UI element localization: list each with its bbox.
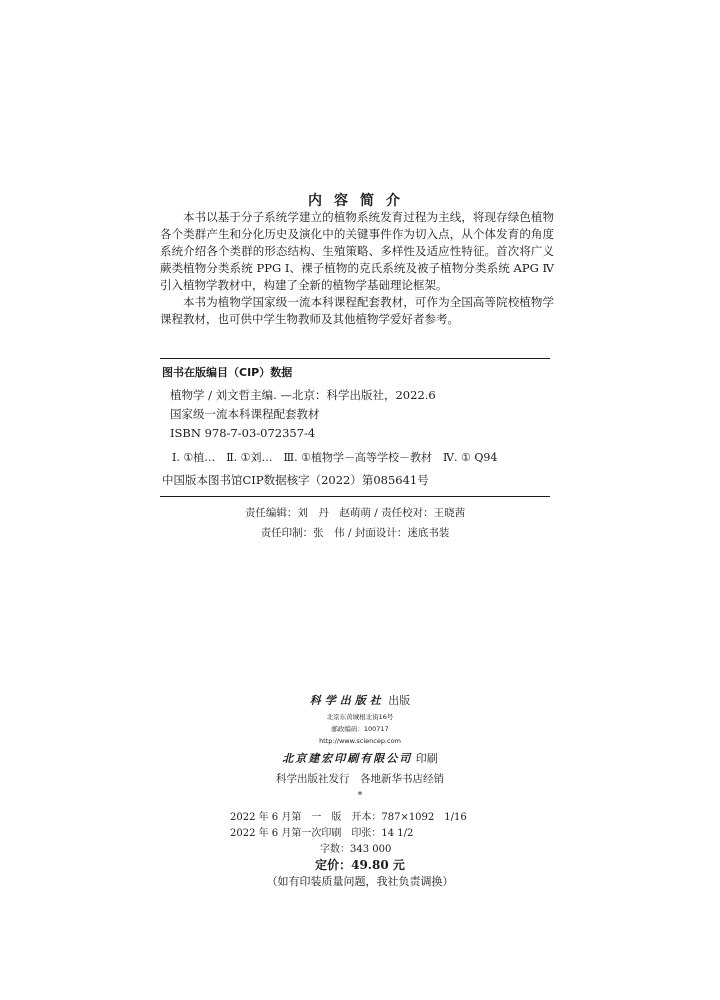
edition-info	[230, 810, 490, 858]
price: 定价：49.80 元	[315, 858, 405, 872]
editors-block	[160, 503, 550, 543]
publisher-name: 科学出版社	[309, 694, 385, 707]
editors-line-2: 责任印制：张 伟 / 封面设计：迷底书装	[260, 527, 450, 539]
cip-top-rule	[160, 358, 550, 359]
publisher-suffix: 出版	[388, 694, 411, 707]
cip-record-number: 中国版本图书馆CIP数据核字（2022）第085641号	[162, 473, 429, 487]
edition-line-1: 2022 年 6 月第 一 版 开本：787×1092 1/16	[230, 812, 467, 823]
printer-name: 北京建宏印刷有限公司	[282, 752, 413, 765]
publisher-postcode: 邮政编码：100717	[331, 725, 389, 733]
cip-book-info: 植物学 / 刘文哲主编. —北京：科学出版社，2022.6	[170, 388, 436, 402]
publisher-address: 北京东黄城根北街16号	[326, 713, 394, 721]
printer-line	[0, 750, 720, 766]
cip-bottom-rule	[160, 496, 550, 497]
quality-note: （如有印装质量问题，我社负责调换）	[266, 875, 454, 888]
edition-word-count: 字数：343 000	[320, 844, 392, 855]
cip-series: 国家级一流本科课程配套教材	[170, 407, 320, 421]
editors-line-1: 责任编辑：刘 丹 赵萌萌 / 责任校对：王晓茜	[244, 507, 466, 519]
summary-paragraph-2: 本书为植物学国家级一流本科课程配套教材，可作为全国高等院校植物学课程教材，也可供中学生物教师及其他植物学爱好者参考。	[160, 295, 554, 326]
separator-star: *	[357, 791, 363, 801]
publisher-block	[0, 692, 720, 747]
summary-paragraph-1: 本书以基于分子系统学建立的植物系统发育过程为主线，将现存绿色植物各个类群产生和分化历史及演化中的关键事件作为切入点，从个体发育的角度系统介绍各个类群的形态结构、生殖策略、多样性及适应性特征。首次将广义蕨类植物分类系统 PPG Ⅰ、裸子植物的克氏系统及被子植物分类系统 APG Ⅳ引入植物学教材中，构建了全新的植物学基础理论框架。	[160, 210, 554, 292]
distribution-line: 科学出版社发行 各地新华书店经销	[276, 773, 444, 785]
cip-classification: Ⅰ. ①植… Ⅱ. ①刘… Ⅲ. ①植物学－高等学校－教材 Ⅳ. ① Q94	[172, 451, 498, 464]
summary-title: 内容简介	[308, 193, 412, 209]
cip-isbn: ISBN 978-7-03-072357-4	[170, 426, 316, 440]
publisher-url: http://www.sciencep.com	[319, 737, 401, 745]
edition-line-2: 2022 年 6 月第一次印刷 印张：14 1/2	[230, 828, 414, 839]
summary-body	[160, 209, 554, 328]
printer-suffix: 印刷	[415, 752, 438, 765]
cip-title: 图书在版编目（CIP）数据	[162, 366, 293, 379]
